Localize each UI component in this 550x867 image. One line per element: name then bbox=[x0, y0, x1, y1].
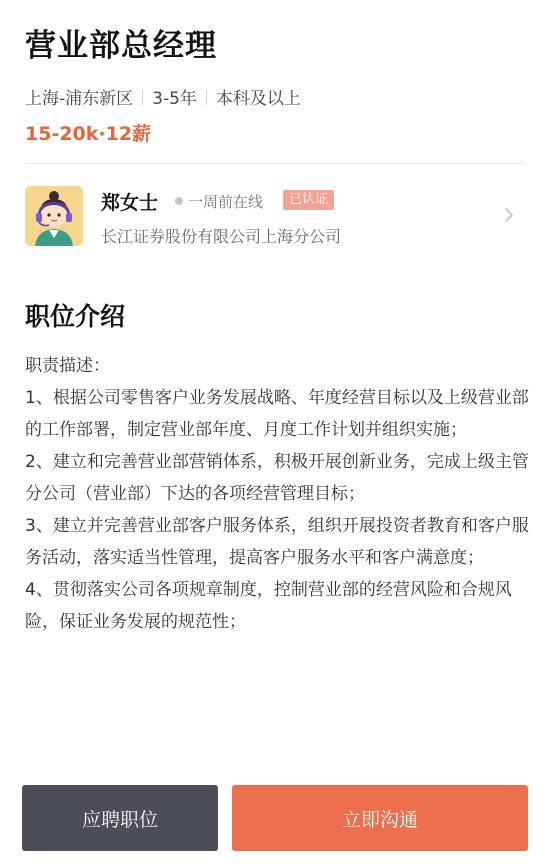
meta-divider bbox=[206, 89, 207, 105]
description-item: 1、根据公司零售客户业务发展战略、年度经营目标以及上级营业部的工作部署，制定营业部年度、月度工作计划并组织实施； bbox=[25, 388, 529, 440]
online-status-dot-icon bbox=[175, 197, 183, 205]
verified-badge: 已认证 bbox=[283, 190, 334, 210]
chevron-right-icon[interactable] bbox=[499, 203, 519, 227]
section-divider bbox=[25, 163, 525, 164]
job-meta-row bbox=[25, 84, 301, 109]
recruiter-company: 长江证券股份有限公司上海分公司 bbox=[101, 227, 342, 246]
description-heading: 职责描述： bbox=[25, 356, 110, 376]
job-location: 上海-浦东新区 bbox=[25, 89, 134, 109]
section-title-job-intro: 职位介绍 bbox=[25, 302, 126, 331]
job-education: 本科及以上 bbox=[215, 89, 301, 109]
description-item: 2、建立和完善营业部营销体系，积极开展创新业务，完成上级主管分公司（营业部）下达的各项经营管理目标； bbox=[25, 452, 529, 504]
chat-now-button[interactable]: 立即沟通 bbox=[232, 785, 528, 851]
description-item: 4、贯彻落实公司各项规章制度，控制营业部的经营风险和合规风险，保证业务发展的规范性； bbox=[25, 580, 512, 632]
job-title: 营业部总经理 bbox=[25, 28, 217, 64]
female-recruiter-avatar-icon bbox=[25, 186, 83, 246]
description-item: 3、建立并完善营业部客户服务体系，组织开展投资者教育和客户服务活动，落实适当性管理，提高客户服务水平和客户满意度； bbox=[25, 516, 529, 568]
job-description bbox=[25, 350, 530, 638]
recruiter-online-status: 一周前在线 bbox=[188, 193, 264, 211]
job-salary: 15-20k·12薪 bbox=[25, 123, 152, 145]
recruiter-card[interactable] bbox=[25, 186, 525, 248]
recruiter-name: 郑女士 bbox=[101, 192, 159, 214]
meta-divider bbox=[142, 89, 143, 105]
job-experience: 3-5年 bbox=[152, 89, 197, 109]
apply-button[interactable]: 应聘职位 bbox=[22, 785, 218, 851]
bottom-action-bar bbox=[22, 785, 528, 851]
recruiter-avatar[interactable] bbox=[25, 186, 83, 246]
